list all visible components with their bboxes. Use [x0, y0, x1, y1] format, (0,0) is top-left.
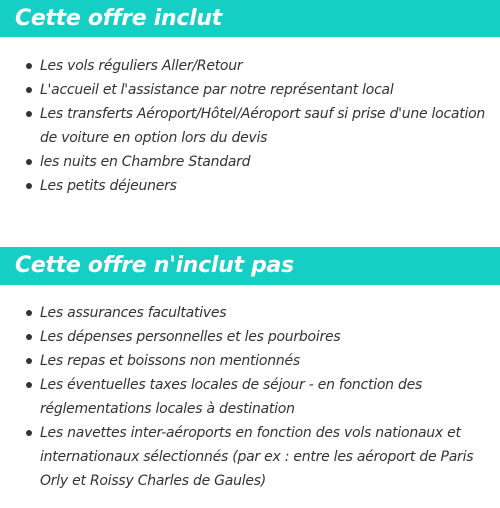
list-item [0, 373, 500, 421]
excluded-heading: Cette offre n'inclut pas [0, 247, 500, 285]
list-item-text: Les repas et boissons non mentionnés [40, 353, 300, 369]
list-item-text: Les vols réguliers Aller/Retour [40, 58, 243, 74]
list-item [0, 325, 500, 349]
list-item-text: Les navettes inter-aéroports en fonction des vols nationaux et internationaux sélectionnés (par ex : entre les aéroport de Paris Orly et Roissy Charles de Gaules) [40, 425, 474, 489]
included-heading: Cette offre inclut [0, 0, 500, 37]
bullet-icon [26, 63, 32, 69]
list-item [0, 150, 500, 174]
list-item [0, 301, 500, 325]
list-item [0, 102, 500, 150]
list-item [0, 421, 500, 493]
list-item-text: Les petits déjeuners [40, 178, 177, 194]
list-item-text: Les assurances facultatives [40, 305, 227, 321]
bullet-icon [26, 430, 32, 436]
bullet-icon [26, 358, 32, 364]
excluded-list [0, 301, 500, 493]
bullet-icon [26, 183, 32, 189]
bullet-icon [26, 111, 32, 117]
excluded-section [0, 247, 500, 489]
included-section [0, 0, 500, 194]
bullet-icon [26, 310, 32, 316]
included-list [0, 54, 500, 198]
list-item-text: Les dépenses personnelles et les pourboires [40, 329, 341, 345]
bullet-icon [26, 334, 32, 340]
list-item-text: Les transferts Aéroport/Hôtel/Aéroport sauf si prise d'une location de voiture en option lors du devis [40, 106, 486, 146]
list-item [0, 78, 500, 102]
bullet-icon [26, 159, 32, 165]
bullet-icon [26, 87, 32, 93]
list-item-text: les nuits en Chambre Standard [40, 154, 251, 170]
bullet-icon [26, 382, 32, 388]
list-item-text: Les éventuelles taxes locales de séjour - en fonction des réglementations locales à destination [40, 377, 423, 417]
list-item [0, 54, 500, 78]
list-item [0, 174, 500, 198]
list-item-text: L'accueil et l'assistance par notre représentant local [40, 82, 394, 98]
list-item [0, 349, 500, 373]
